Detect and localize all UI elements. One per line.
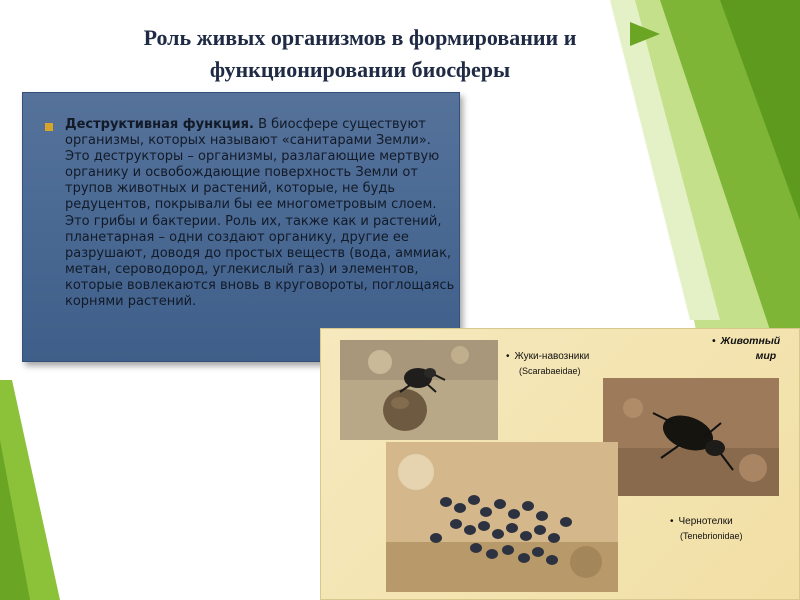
slide-title	[60, 22, 660, 86]
darkling-beetle-photo	[603, 378, 779, 496]
title-line-1: Роль живых организмов в формировании и	[143, 25, 577, 50]
left-green-decoration	[0, 380, 60, 600]
darkling-beetles-label: • Чернотелки (Tenebrionidae)	[670, 516, 743, 541]
darkling-beetles-name: Чернотелки	[678, 516, 733, 527]
box-heading: Деструктивная функция.	[65, 117, 254, 132]
darkling-beetles-latin: (Tenebrionidae)	[680, 531, 743, 541]
destructive-function-text	[65, 117, 455, 310]
dung-beetles-latin: (Scarabaeidae)	[519, 366, 581, 376]
animal-world-label: • Животный мир	[712, 335, 781, 362]
beetle-cluster-photo	[386, 442, 618, 592]
square-bullet-icon	[45, 123, 53, 131]
dung-beetles-name: Жуки-навозники	[514, 351, 590, 362]
dung-beetle-photo	[340, 340, 498, 440]
dung-beetles-label: • Жуки-навозники (Scarabaeidae)	[506, 351, 590, 376]
title-line-2: функционировании биосферы	[209, 57, 511, 82]
destructive-function-box	[22, 92, 460, 362]
animal-world-line-2: мир	[755, 350, 777, 362]
box-body: В биосфере существуют организмы, которых называют «санитарами Земли». Это деструкторы – организмы, разлагающие мертвую органику и освобождающие поверхность Земли от трупов животных и растений, которые, не будь редуцентов, покрывали бы ее многометровым слоем. Это грибы и бактерии. Роль их, также как и растений, планетарная – одни создают органику, другие ее разрушают, доводя до простых веществ (вода, аммиак, метан, сероводород, углекислый газ) и элементов, которые вовлекаются вновь в круговороты, поглощаясь корнями растений.	[65, 117, 455, 310]
animal-world-line-1: Животный	[720, 335, 781, 347]
